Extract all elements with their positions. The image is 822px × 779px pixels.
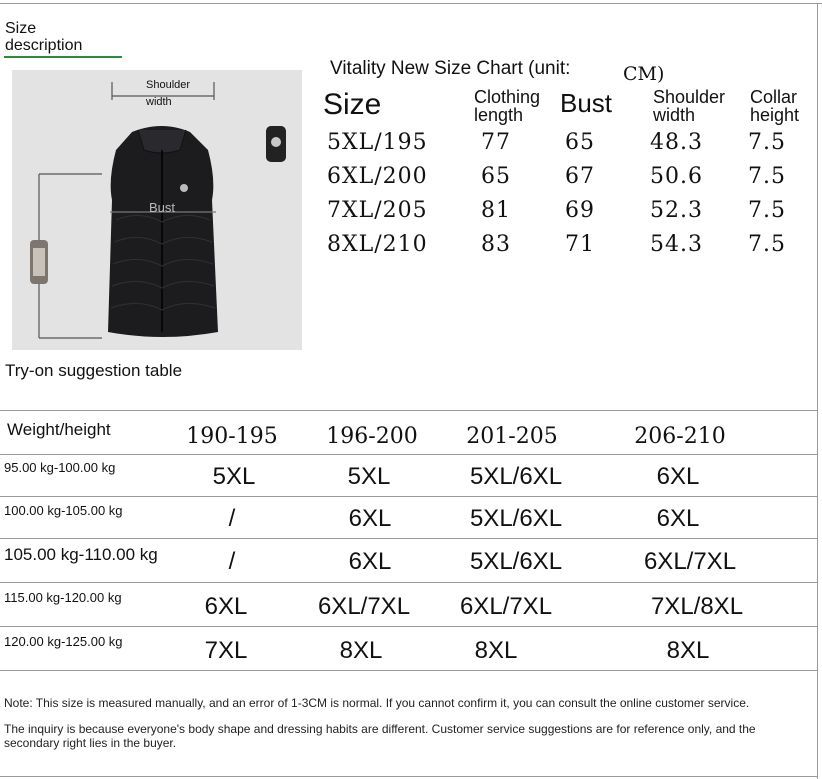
table-rule bbox=[0, 626, 818, 627]
weight-label: 105.00 kg-110.00 kg bbox=[4, 545, 158, 564]
right-border bbox=[817, 3, 818, 779]
recommended-size: 6XL bbox=[656, 505, 700, 532]
recommended-size: 5XL bbox=[212, 463, 256, 490]
bust-cell: 69 bbox=[565, 198, 595, 223]
length-cell: 65 bbox=[481, 164, 511, 189]
table-rule bbox=[0, 410, 818, 411]
collar-cell: 7.5 bbox=[748, 198, 786, 223]
recommended-size: 7XL bbox=[204, 637, 248, 664]
collar-height-header: Collar height bbox=[750, 87, 800, 125]
size-cell: 6XL/200 bbox=[327, 164, 428, 189]
recommended-size: 6XL/7XL bbox=[459, 593, 553, 620]
size-cell: 8XL/210 bbox=[327, 232, 428, 257]
shoulder-cell: 52.3 bbox=[650, 198, 703, 223]
table-rule bbox=[0, 538, 818, 539]
recommended-size: 6XL bbox=[204, 593, 248, 620]
size-cell: 5XL/195 bbox=[327, 130, 428, 155]
measurement-note: Note: This size is measured manually, and an error of 1-3CM is normal. If you cannot confirm it, you can consult the online customer service. bbox=[4, 696, 750, 710]
chart-unit: CM) bbox=[623, 63, 665, 85]
bust-cell: 71 bbox=[565, 232, 595, 257]
size-description-label: Size description bbox=[5, 20, 83, 54]
recommended-size: 6XL bbox=[348, 505, 392, 532]
length-cell: 81 bbox=[481, 198, 511, 223]
recommended-size: 7XL/8XL bbox=[650, 593, 744, 620]
top-border bbox=[0, 3, 822, 4]
collar-cell: 7.5 bbox=[748, 232, 786, 257]
bust-cell: 65 bbox=[565, 130, 595, 155]
recommended-size: 6XL/7XL bbox=[643, 548, 737, 575]
recommended-size: / bbox=[228, 548, 236, 575]
reference-note: The inquiry is because everyone's body shape and dressing habits are different. Customer service suggestions are for reference only, and the secondary right lies in the buyer. bbox=[4, 722, 756, 750]
height-header: 201-205 bbox=[466, 424, 558, 449]
recommended-size: 6XL bbox=[656, 463, 700, 490]
size-cell: 7XL/205 bbox=[327, 198, 428, 223]
shoulder-cell: 50.6 bbox=[650, 164, 703, 189]
tryon-title: Try-on suggestion table bbox=[5, 361, 183, 380]
table-rule bbox=[0, 776, 818, 777]
table-rule bbox=[0, 582, 818, 583]
weight-label: 115.00 kg-120.00 kg bbox=[4, 590, 122, 605]
recommended-size: 5XL bbox=[347, 463, 391, 490]
weight-label: 100.00 kg-105.00 kg bbox=[4, 503, 123, 518]
table-rule bbox=[0, 670, 818, 671]
clothing-length-header: Clothing length bbox=[474, 87, 541, 125]
recommended-size: 5XL/6XL bbox=[469, 548, 563, 575]
bust-label: Bust bbox=[149, 200, 176, 215]
length-cell: 83 bbox=[481, 232, 511, 257]
shoulder-width-header: Shoulder width bbox=[653, 87, 726, 125]
shoulder-label: Shoulder bbox=[146, 79, 191, 91]
recommended-size: 8XL bbox=[474, 637, 518, 664]
recommended-size: 5XL/6XL bbox=[469, 505, 563, 532]
size-header: Size bbox=[323, 88, 382, 121]
recommended-size: 6XL/7XL bbox=[317, 593, 411, 620]
recommended-size: 8XL bbox=[666, 637, 710, 664]
weight-label: 120.00 kg-125.00 kg bbox=[4, 634, 123, 649]
table-rule bbox=[0, 454, 818, 455]
bust-header: Bust bbox=[560, 88, 613, 118]
size-description-underline bbox=[4, 56, 122, 58]
recommended-size: 6XL bbox=[348, 548, 392, 575]
chart-title: Vitality New Size Chart (unit: bbox=[330, 58, 571, 79]
collar-cell: 7.5 bbox=[748, 164, 786, 189]
collar-cell: 7.5 bbox=[748, 130, 786, 155]
recommended-size: / bbox=[228, 505, 236, 532]
height-header: 206-210 bbox=[634, 424, 726, 449]
length-cell: 77 bbox=[481, 130, 511, 155]
shoulder-width-label: width bbox=[146, 96, 172, 108]
shoulder-cell: 54.3 bbox=[650, 232, 703, 257]
weight-label: 95.00 kg-100.00 kg bbox=[4, 460, 116, 475]
bust-cell: 67 bbox=[565, 164, 595, 189]
height-header: 190-195 bbox=[186, 424, 278, 449]
height-header: 196-200 bbox=[326, 424, 418, 449]
shoulder-cell: 48.3 bbox=[650, 130, 703, 155]
recommended-size: 5XL/6XL bbox=[469, 463, 563, 490]
table-rule bbox=[0, 496, 818, 497]
corner-header: Weight/height bbox=[7, 420, 111, 439]
recommended-size: 8XL bbox=[339, 637, 383, 664]
